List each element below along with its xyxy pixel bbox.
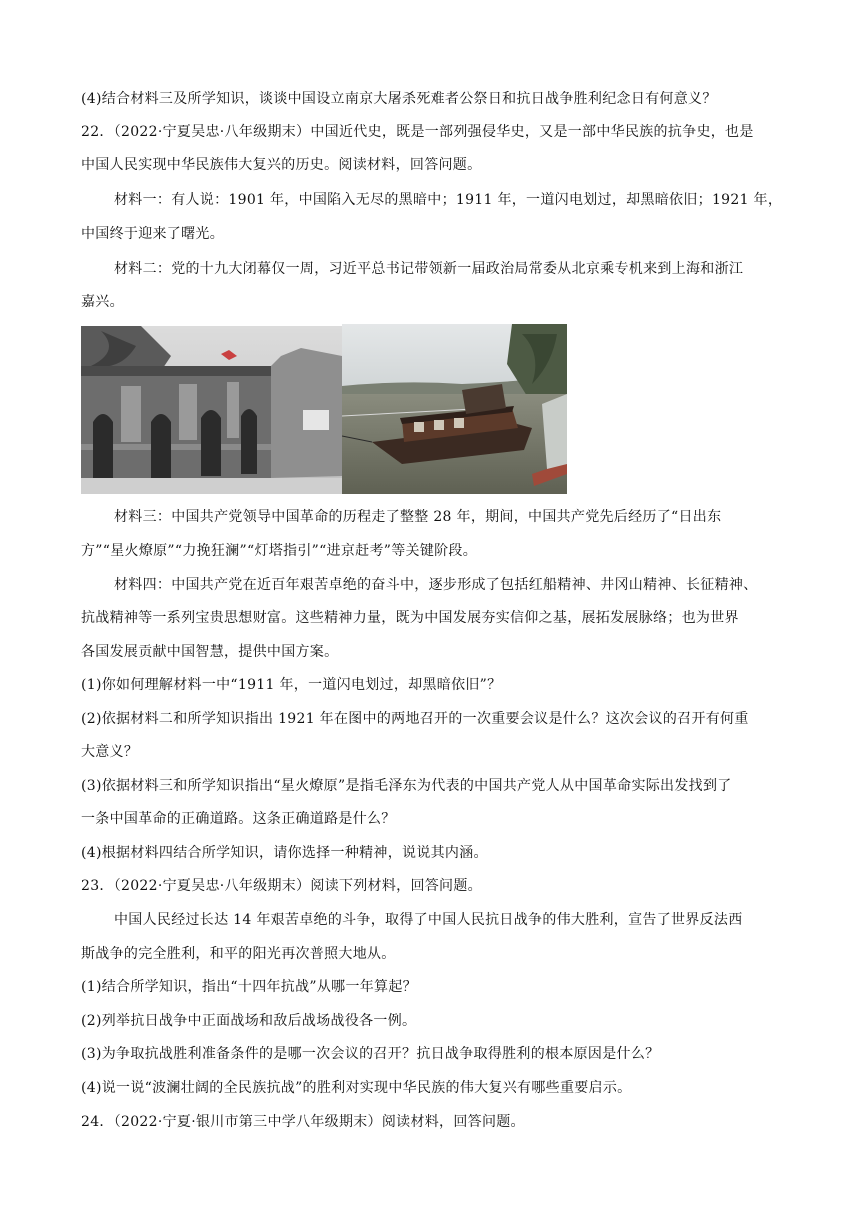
- material-3: 材料三：中国共产党领导中国革命的历程走了整整 28 年，期间，中国共产党先后经历了“日出东: [114, 509, 722, 525]
- question-22-heading: 22．（2022·宁夏吴忠·八年级期末）中国近代史，既是一部列强侵华史，又是一部中华民族的抗争史，也是: [81, 124, 754, 140]
- question-23-material: 中国人民经过长达 14 年艰苦卓绝的斗争，取得了中国人民抗日战争的伟大胜利，宣告了世界反法西: [114, 912, 743, 928]
- material-4-cont2: 各国发展贡献中国智慧，提供中国方案。: [81, 644, 339, 660]
- material-4: 材料四：中国共产党在近百年艰苦卓绝的奋斗中，逐步形成了包括红船精神、井冈山精神、长征精神、: [114, 577, 758, 593]
- question-21-part-4: (4)结合材料三及所学知识，谈谈中国设立南京大屠杀死难者公祭日和抗日战争胜利纪念日有何意义？: [81, 91, 717, 107]
- question-22-part-3: (3)依据材料三和所学知识指出“星火燎原”是指毛泽东为代表的中国共产党人从中国革命实际出发找到了: [81, 778, 732, 794]
- material-1-cont: 中国终于迎来了曙光。: [81, 226, 224, 242]
- material-3-cont: 方”“星火燎原”“力挽狂澜”“灯塔指引”“进京赶考”等关键阶段。: [81, 543, 478, 559]
- question-22-part-2-cont: 大意义？: [81, 744, 139, 760]
- question-23-part-4: (4)说一说“波澜壮阔的全民族抗战”的胜利对实现中华民族的伟大复兴有哪些重要启示。: [81, 1080, 632, 1096]
- question-23-part-3: (3)为争取抗战胜利准备条件的是哪一次会议的召开？抗日战争取得胜利的根本原因是什么？: [81, 1046, 660, 1062]
- red-boat-photo: [342, 324, 567, 494]
- question-22-part-3-cont: 一条中国革命的正确道路。这条正确道路是什么？: [81, 811, 396, 827]
- question-22-part-2: (2)依据材料二和所学知识指出 1921 年在图中的两地召开的一次重要会议是什么？这次会议的召开有何重: [81, 711, 749, 727]
- material-2-photos: [81, 326, 567, 494]
- question-23-part-1: (1)结合所学知识，指出“十四年抗战”从哪一年算起？: [81, 979, 417, 995]
- material-2-cont: 嘉兴。: [81, 294, 124, 310]
- question-24-heading: 24．（2022·宁夏·银川市第三中学八年级期末）阅读材料，回答问题。: [81, 1114, 525, 1130]
- material-2: 材料二：党的十九大闭幕仅一周，习近平总书记带领新一届政治局常委从北京乘专机来到上海和浙江: [114, 261, 744, 277]
- question-23-heading: 23．（2022·宁夏吴忠·八年级期末）阅读下列材料，回答问题。: [81, 878, 482, 894]
- meeting-hall-photo: [81, 326, 342, 494]
- material-4-cont: 抗战精神等一系列宝贵思想财富。这些精神力量，既为中国发展夯实信仰之基，展拓发展脉络；也为世界: [81, 610, 739, 626]
- question-22-part-4: (4)根据材料四结合所学知识，请你选择一种精神，说说其内涵。: [81, 845, 488, 861]
- question-23-part-2: (2)列举抗日战争中正面战场和敌后战场战役各一例。: [81, 1013, 417, 1029]
- question-23-material-cont: 斯战争的完全胜利，和平的阳光再次普照大地从。: [81, 946, 396, 962]
- question-22-heading-cont: 中国人民实现中华民族伟大复兴的历史。阅读材料，回答问题。: [81, 157, 482, 173]
- question-22-part-1: (1)你如何理解材料一中“1911 年，一道闪电划过，却黑暗依旧”？: [81, 677, 502, 693]
- material-1: 材料一：有人说：1901 年，中国陷入无尽的黑暗中；1911 年，一道闪电划过，却黑暗依旧；1921 年，: [114, 192, 783, 208]
